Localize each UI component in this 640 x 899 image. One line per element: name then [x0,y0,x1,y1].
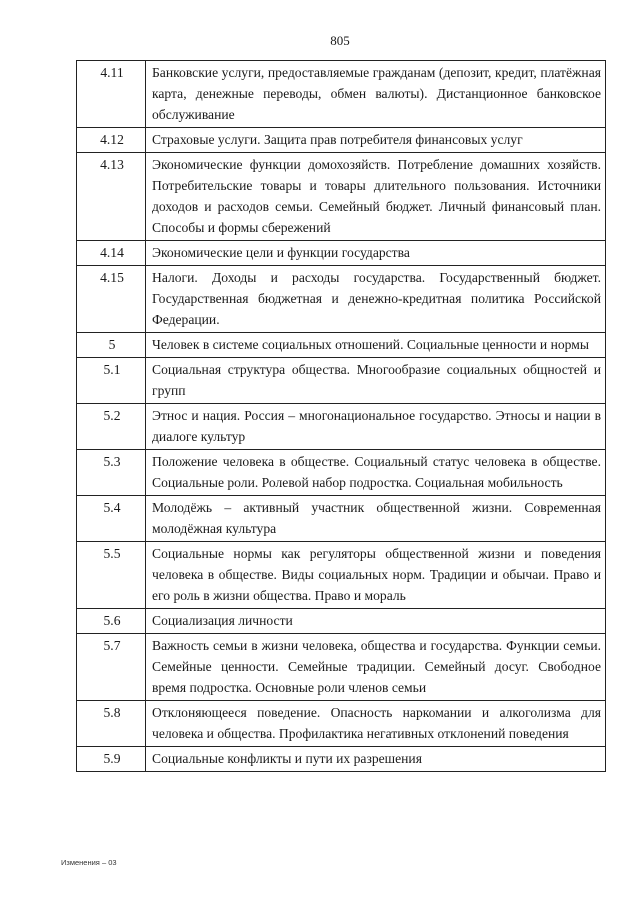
section-topic: Положение человека в обществе. Социальный статус человека в обществе. Социальные роли. Ролевой набор подростка. Социальная мобильность [146,450,606,496]
section-number: 4.13 [77,153,146,241]
table-row [77,266,606,333]
section-number: 5.5 [77,542,146,609]
section-number: 5.3 [77,450,146,496]
section-topic: Социализация личности [146,609,606,634]
section-number: 4.12 [77,128,146,153]
page-number: 805 [330,33,350,48]
section-topic: Отклоняющееся поведение. Опасность наркомании и алкоголизма для человека и общества. Профилактика негативных отклонений поведения [146,701,606,747]
footer-revision: Изменения – 03 [61,858,117,867]
table-row [77,61,606,128]
section-topic: Молодёжь – активный участник общественной жизни. Современная молодёжная культура [146,496,606,542]
section-topic: Социальные конфликты и пути их разрешения [146,747,606,772]
section-number: 5.7 [77,634,146,701]
section-number: 4.11 [77,61,146,128]
table-row [77,358,606,404]
table-row [77,747,606,772]
section-topic: Социальная структура общества. Многообразие социальных общностей и групп [146,358,606,404]
section-number: 4.14 [77,241,146,266]
section-number: 5.2 [77,404,146,450]
section-topic: Социальные нормы как регуляторы общественной жизни и поведения человека в обществе. Виды социальных норм. Традиции и обычаи. Право и его роль в жизни общества. Право и мораль [146,542,606,609]
section-topic: Страховые услуги. Защита прав потребителя финансовых услуг [146,128,606,153]
section-number: 5.9 [77,747,146,772]
section-topic: Этнос и нация. Россия – многонациональное государство. Этносы и нации в диалоге культур [146,404,606,450]
table-row [77,153,606,241]
table-row [77,701,606,747]
section-number: 4.15 [77,266,146,333]
curriculum-table [76,60,606,772]
section-topic: Человек в системе социальных отношений. Социальные ценности и нормы [146,333,606,358]
table-row [77,404,606,450]
section-topic: Важность семьи в жизни человека, общества и государства. Функции семьи. Семейные ценности. Семейные традиции. Семейный досуг. Свободное время подростка. Основные роли членов семьи [146,634,606,701]
table-row [77,450,606,496]
table-row [77,634,606,701]
table-row [77,333,606,358]
section-topic: Экономические функции домохозяйств. Потребление домашних хозяйств. Потребительские товары и товары длительного пользования. Источники доходов и расходов семьи. Семейный бюджет. Личный финансовый план. Способы и формы сбережений [146,153,606,241]
section-number: 5 [77,333,146,358]
section-number: 5.1 [77,358,146,404]
table-row [77,128,606,153]
section-number: 5.4 [77,496,146,542]
section-number: 5.8 [77,701,146,747]
section-number: 5.6 [77,609,146,634]
table-row [77,542,606,609]
section-topic: Экономические цели и функции государства [146,241,606,266]
table-row [77,609,606,634]
section-topic: Налоги. Доходы и расходы государства. Государственный бюджет. Государственная бюджетная и денежно-кредитная политика Российской Федерации. [146,266,606,333]
table-row [77,496,606,542]
table-row [77,241,606,266]
section-topic: Банковские услуги, предоставляемые гражданам (депозит, кредит, платёжная карта, денежные переводы, обмен валюты). Дистанционное банковское обслуживание [146,61,606,128]
